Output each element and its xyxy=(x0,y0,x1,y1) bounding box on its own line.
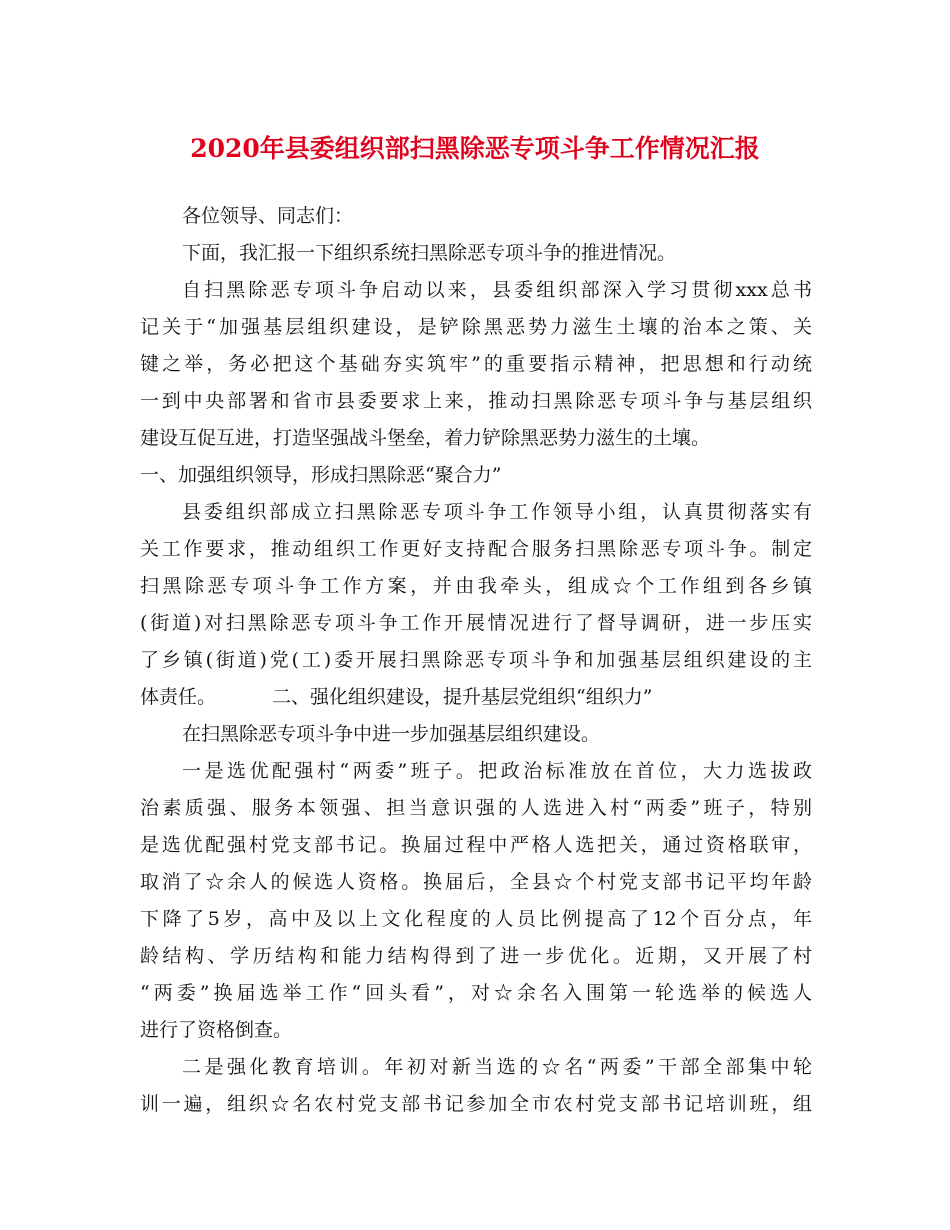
paragraph-line: 是选优配强村党支部书记。换届过程中严格人选把关，通过资格联审， xyxy=(140,834,812,856)
paragraph-line: 建设互促互进，打造坚强战斗堡垒，着力铲除黑恶势力滋生的土壤。 xyxy=(140,427,711,449)
paragraph-line: 龄结构、学历结构和能力结构得到了进一步优化。近期，又开展了村 xyxy=(140,945,812,967)
paragraph-line: 训一遍，组织☆名农村党支部书记参加全市农村党支部书记培训班，组 xyxy=(140,1093,812,1115)
paragraph-line: 自扫黑除恶专项斗争启动以来，县委组织部深入学习贯彻xxx总书 xyxy=(182,279,812,301)
paragraph-line: 进行了资格倒查。 xyxy=(140,1019,293,1041)
document-body xyxy=(140,198,812,1123)
paragraph-line: (街道)对扫黑除恶专项斗争工作开展情况进行了督导调研，进一步压实 xyxy=(140,612,812,634)
paragraph-line: 扫黑除恶专项斗争工作方案，并由我牵头，组成☆个工作组到各乡镇 xyxy=(140,575,812,597)
paragraph-line: 县委组织部成立扫黑除恶专项斗争工作领导小组，认真贯彻落实有 xyxy=(182,501,812,523)
paragraph-line: 在扫黑除恶专项斗争中进一步加强基层组织建设。 xyxy=(182,723,601,745)
section-heading-2: 二、强化组织建设，提升基层党组织“组织力” xyxy=(272,686,653,708)
paragraph-line: 取消了☆余人的候选人资格。换届后，全县☆个村党支部书记平均年龄 xyxy=(140,871,812,893)
paragraph-line: 了乡镇(街道)党(工)委开展扫黑除恶专项斗争和加强基层组织建设的主 xyxy=(140,649,812,671)
paragraph-line: 键之举，务必把这个基础夯实筑牢”的重要指示精神，把思想和行动统 xyxy=(140,353,812,375)
paragraph-line: 一是选优配强村“两委”班子。把政治标准放在首位，大力选拔政 xyxy=(182,760,812,782)
paragraph-line xyxy=(140,679,812,716)
paragraph-line: 治素质强、服务本领强、担当意识强的人选进入村“两委”班子，特别 xyxy=(140,797,812,819)
paragraph-text: 体责任。 xyxy=(140,686,217,708)
paragraph-line: 下面，我汇报一下组织系统扫黑除恶专项斗争的推进情况。 xyxy=(182,242,677,264)
paragraph-line: 二是强化教育培训。年初对新当选的☆名“两委”干部全部集中轮 xyxy=(182,1056,812,1078)
paragraph-line: 记关于“加强基层组织建设，是铲除黑恶势力滋生土壤的治本之策、关 xyxy=(140,316,812,338)
document-title: 2020年县委组织部扫黑除恶专项斗争工作情况汇报 xyxy=(190,134,760,163)
paragraph-line: 一到中央部署和省市县委要求上来，推动扫黑除恶专项斗争与基层组织 xyxy=(140,390,812,412)
paragraph-line: 下降了5岁，高中及以上文化程度的人员比例提高了12个百分点，年 xyxy=(140,908,812,930)
salutation-line: 各位领导、同志们： xyxy=(182,205,354,227)
paragraph-line: “两委”换届选举工作“回头看”，对☆余名入围第一轮选举的候选人 xyxy=(140,982,812,1004)
paragraph-line: 关工作要求，推动组织工作更好支持配合服务扫黑除恶专项斗争。制定 xyxy=(140,538,812,560)
section-heading-1: 一、加强组织领导，形成扫黑除恶“聚合力” xyxy=(140,464,502,486)
